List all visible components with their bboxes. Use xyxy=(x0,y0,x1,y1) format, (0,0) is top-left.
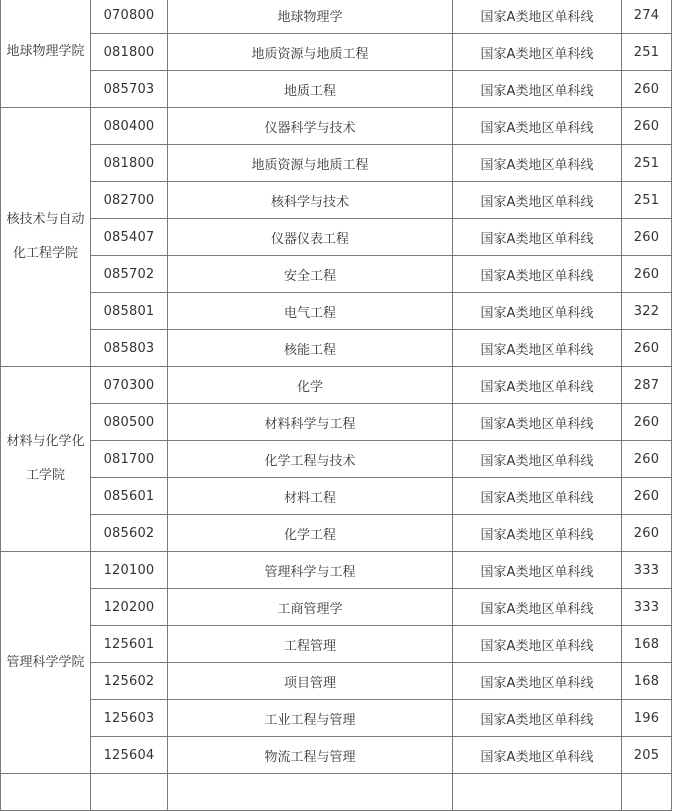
table-row xyxy=(1,626,672,663)
line-type-cell: 国家A类地区单科线 xyxy=(453,700,622,737)
table-row xyxy=(1,108,672,145)
college-cell xyxy=(1,552,91,774)
major-name-cell: 工程管理 xyxy=(168,626,453,663)
table-row xyxy=(1,256,672,293)
major-name-cell: 项目管理 xyxy=(168,663,453,700)
code-cell: 070300 xyxy=(91,367,168,404)
table-row xyxy=(1,441,672,478)
code-cell: 070800 xyxy=(91,0,168,34)
score-cell: 260 xyxy=(622,478,672,515)
score-cell: 251 xyxy=(622,145,672,182)
college-name-line: 管理科学学院 xyxy=(6,654,85,670)
major-name-cell: 管理科学与工程 xyxy=(168,552,453,589)
major-name-cell: 核能工程 xyxy=(168,330,453,367)
empty-cell xyxy=(453,774,622,811)
major-name-cell: 工业工程与管理 xyxy=(168,700,453,737)
score-cell: 260 xyxy=(622,256,672,293)
score-cell: 260 xyxy=(622,404,672,441)
table-row xyxy=(1,219,672,256)
college-cell xyxy=(1,0,91,108)
score-cell: 196 xyxy=(622,700,672,737)
line-type-cell: 国家A类地区单科线 xyxy=(453,293,622,330)
score-cell: 333 xyxy=(622,552,672,589)
line-type-cell: 国家A类地区单科线 xyxy=(453,737,622,774)
line-type-cell: 国家A类地区单科线 xyxy=(453,626,622,663)
line-type-cell: 国家A类地区单科线 xyxy=(453,589,622,626)
empty-cell xyxy=(91,774,168,811)
code-cell: 081700 xyxy=(91,441,168,478)
code-cell: 082700 xyxy=(91,182,168,219)
score-cell: 333 xyxy=(622,589,672,626)
line-type-cell: 国家A类地区单科线 xyxy=(453,441,622,478)
table-row xyxy=(1,0,672,34)
code-cell: 125602 xyxy=(91,663,168,700)
code-cell: 085803 xyxy=(91,330,168,367)
score-cell: 287 xyxy=(622,367,672,404)
table-row-partial xyxy=(1,774,672,811)
major-name-cell: 安全工程 xyxy=(168,256,453,293)
code-cell: 125601 xyxy=(91,626,168,663)
code-cell: 120200 xyxy=(91,589,168,626)
line-type-cell: 国家A类地区单科线 xyxy=(453,330,622,367)
table-row xyxy=(1,589,672,626)
major-name-cell: 材料科学与工程 xyxy=(168,404,453,441)
major-name-cell: 地质工程 xyxy=(168,71,453,108)
line-type-cell: 国家A类地区单科线 xyxy=(453,182,622,219)
major-name-cell: 化学工程 xyxy=(168,515,453,552)
line-type-cell: 国家A类地区单科线 xyxy=(453,367,622,404)
code-cell: 120100 xyxy=(91,552,168,589)
score-table-body xyxy=(1,0,672,811)
score-cell: 251 xyxy=(622,182,672,219)
score-cell: 168 xyxy=(622,626,672,663)
table-row xyxy=(1,737,672,774)
code-cell: 125603 xyxy=(91,700,168,737)
code-cell: 085407 xyxy=(91,219,168,256)
table-row xyxy=(1,330,672,367)
line-type-cell: 国家A类地区单科线 xyxy=(453,404,622,441)
code-cell: 081800 xyxy=(91,34,168,71)
college-name-line: 地球物理学院 xyxy=(6,44,85,59)
major-name-cell: 核科学与技术 xyxy=(168,182,453,219)
table-row xyxy=(1,552,672,589)
major-name-cell: 物流工程与管理 xyxy=(168,737,453,774)
score-cell: 322 xyxy=(622,293,672,330)
table-row xyxy=(1,367,672,404)
table-row xyxy=(1,663,672,700)
major-name-cell: 化学 xyxy=(168,367,453,404)
code-cell: 081800 xyxy=(91,145,168,182)
line-type-cell: 国家A类地区单科线 xyxy=(453,145,622,182)
college-cell xyxy=(1,367,91,552)
college-name-line: 核技术与自动 xyxy=(6,212,85,227)
major-name-cell: 工商管理学 xyxy=(168,589,453,626)
line-type-cell: 国家A类地区单科线 xyxy=(453,552,622,589)
major-name-cell: 地球物理学 xyxy=(168,0,453,34)
line-type-cell: 国家A类地区单科线 xyxy=(453,515,622,552)
table-row xyxy=(1,700,672,737)
score-cell: 168 xyxy=(622,663,672,700)
college-name-line: 工学院 xyxy=(25,468,65,483)
code-cell: 080500 xyxy=(91,404,168,441)
code-cell: 085801 xyxy=(91,293,168,330)
code-cell: 085601 xyxy=(91,478,168,515)
line-type-cell: 国家A类地区单科线 xyxy=(453,219,622,256)
table-row xyxy=(1,182,672,219)
score-cell: 260 xyxy=(622,108,672,145)
code-cell: 125604 xyxy=(91,737,168,774)
table-row xyxy=(1,515,672,552)
line-type-cell: 国家A类地区单科线 xyxy=(453,71,622,108)
table-row xyxy=(1,145,672,182)
score-cell: 260 xyxy=(622,515,672,552)
table-row xyxy=(1,478,672,515)
code-cell: 085602 xyxy=(91,515,168,552)
line-type-cell: 国家A类地区单科线 xyxy=(453,108,622,145)
college-name-line: 材料与化学化 xyxy=(6,434,85,449)
code-cell: 080400 xyxy=(91,108,168,145)
empty-cell xyxy=(1,774,91,811)
score-cell: 251 xyxy=(622,34,672,71)
major-name-cell: 仪器科学与技术 xyxy=(168,108,453,145)
line-type-cell: 国家A类地区单科线 xyxy=(453,663,622,700)
major-name-cell: 地质资源与地质工程 xyxy=(168,34,453,71)
college-cell xyxy=(1,108,91,367)
empty-cell xyxy=(622,774,672,811)
score-cell: 205 xyxy=(622,737,672,774)
score-cell: 274 xyxy=(622,0,672,34)
table-row xyxy=(1,404,672,441)
college-name-line: 化工程学院 xyxy=(12,246,78,261)
table-row xyxy=(1,293,672,330)
major-name-cell: 电气工程 xyxy=(168,293,453,330)
major-name-cell: 地质资源与地质工程 xyxy=(168,145,453,182)
empty-cell xyxy=(168,774,453,811)
table-row xyxy=(1,71,672,108)
code-cell: 085702 xyxy=(91,256,168,293)
line-type-cell: 国家A类地区单科线 xyxy=(453,34,622,71)
major-name-cell: 材料工程 xyxy=(168,478,453,515)
score-cell: 260 xyxy=(622,219,672,256)
line-type-cell: 国家A类地区单科线 xyxy=(453,256,622,293)
code-cell: 085703 xyxy=(91,71,168,108)
score-cell: 260 xyxy=(622,330,672,367)
line-type-cell: 国家A类地区单科线 xyxy=(453,478,622,515)
table-row xyxy=(1,34,672,71)
score-cell: 260 xyxy=(622,71,672,108)
score-cell: 260 xyxy=(622,441,672,478)
major-name-cell: 化学工程与技术 xyxy=(168,441,453,478)
line-type-cell: 国家A类地区单科线 xyxy=(453,0,622,34)
major-name-cell: 仪器仪表工程 xyxy=(168,219,453,256)
